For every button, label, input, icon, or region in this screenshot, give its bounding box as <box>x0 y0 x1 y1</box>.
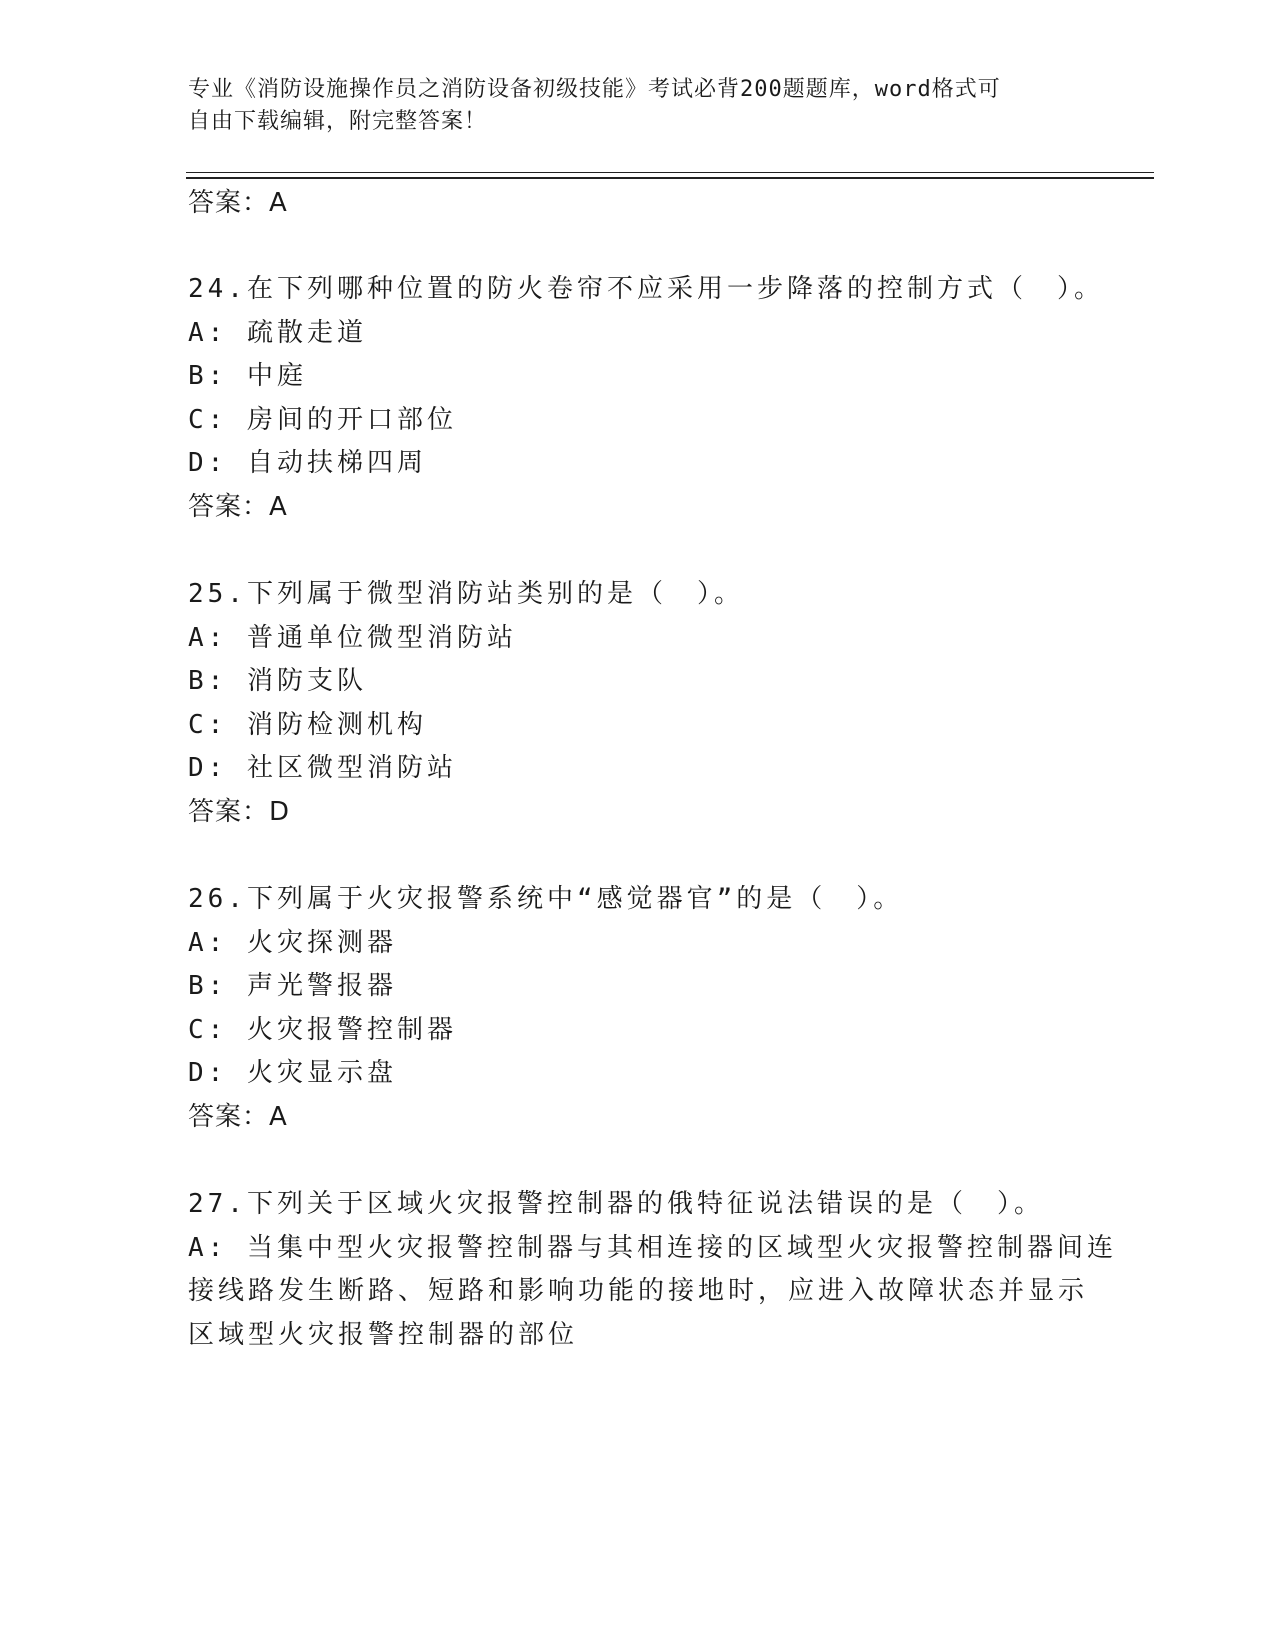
option-a: A: 疏散走道 <box>188 318 367 348</box>
header-divider-thick <box>186 177 1154 179</box>
option-d: D: 火灾显示盘 <box>188 1058 397 1088</box>
option-a: A: 普通单位微型消防站 <box>188 623 517 653</box>
header-line-1: 专业《消防设施操作员之消防设备初级技能》考试必背200题题库，word格式可 <box>188 77 1001 102</box>
option-a: A: 火灾探测器 <box>188 928 397 958</box>
option-a-line-2: 接线路发生断路、短路和影响功能的接地时，应进入故障状态并显示 <box>188 1276 1089 1306</box>
question-stem: 25.下列属于微型消防站类别的是（ ）。 <box>188 579 744 609</box>
option-c: C: 火灾报警控制器 <box>188 1015 457 1045</box>
option-a-line-3: 区域型火灾报警控制器的部位 <box>188 1320 579 1350</box>
header-divider-thin <box>186 172 1154 173</box>
answer: 答案：D <box>188 797 291 827</box>
option-c: C: 房间的开口部位 <box>188 405 457 435</box>
option-a-line-1: A: 当集中型火灾报警控制器与其相连接的区域型火灾报警控制器间连 <box>188 1233 1117 1263</box>
header-line-2: 自由下载编辑，附完整答案！ <box>188 109 488 134</box>
previous-answer: 答案：A <box>188 188 288 218</box>
answer: 答案：A <box>188 492 288 522</box>
answer: 答案：A <box>188 1102 288 1132</box>
question-stem: 27.下列关于区域火灾报警控制器的俄特征说法错误的是（ ）。 <box>188 1189 1044 1219</box>
document-header <box>188 74 1068 138</box>
option-b: B: 消防支队 <box>188 666 367 696</box>
option-b: B: 中庭 <box>188 361 307 391</box>
option-d: D: 社区微型消防站 <box>188 753 457 783</box>
option-b: B: 声光警报器 <box>188 971 397 1001</box>
question-stem: 24.在下列哪种位置的防火卷帘不应采用一步降落的控制方式（ ）。 <box>188 274 1104 304</box>
option-c: C: 消防检测机构 <box>188 710 427 740</box>
question-stem: 26.下列属于火灾报警系统中“感觉器官”的是（ ）。 <box>188 884 904 914</box>
option-d: D: 自动扶梯四周 <box>188 448 427 478</box>
